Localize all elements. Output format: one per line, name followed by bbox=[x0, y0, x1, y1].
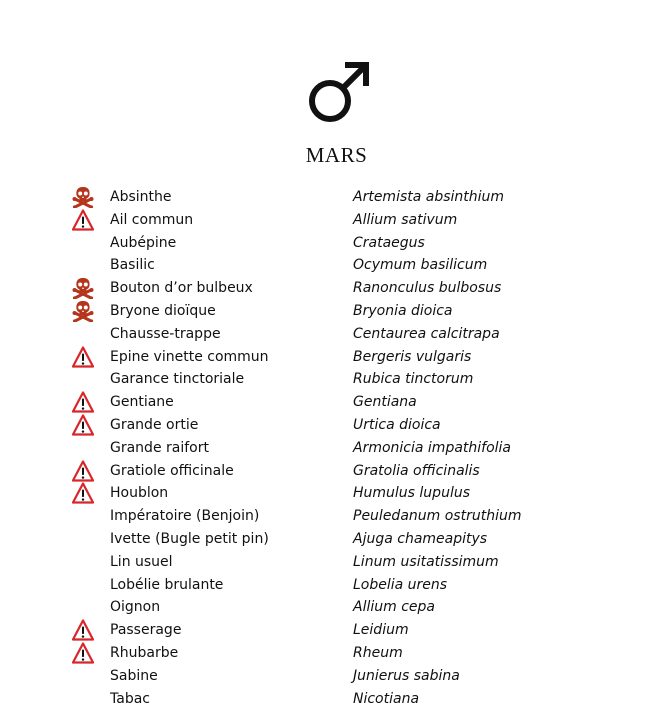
list-item bbox=[0, 574, 659, 597]
plant-common-name: Sabine bbox=[110, 667, 158, 684]
list-item bbox=[0, 437, 659, 460]
list-item bbox=[0, 619, 659, 642]
plant-common-name: Ail commun bbox=[110, 211, 194, 228]
plant-latin-name: Leidium bbox=[353, 622, 409, 639]
list-item bbox=[0, 300, 659, 323]
plant-latin-name: Artemista absinthium bbox=[353, 189, 505, 205]
plant-common-name: Houblon bbox=[110, 485, 169, 502]
plant-latin-name: Junierus sabina bbox=[353, 667, 460, 684]
list-item bbox=[0, 642, 659, 665]
list-item bbox=[0, 368, 659, 391]
plant-latin-name: Armonicia impathifolia bbox=[353, 439, 512, 456]
plant-common-name: Bryone dioïque bbox=[110, 302, 216, 319]
plant-latin-name: Nicotiana bbox=[353, 690, 420, 707]
plant-common-name: Gratiole officinale bbox=[110, 462, 234, 479]
plant-latin-name: Rubica tinctorum bbox=[353, 371, 474, 388]
warning-triangle-icon bbox=[72, 209, 94, 231]
plant-latin-name: Linum usitatissimum bbox=[353, 553, 499, 570]
list-item bbox=[0, 277, 659, 300]
warning-triangle-icon bbox=[72, 391, 94, 413]
skull-crossbones-icon bbox=[72, 186, 94, 208]
plant-common-name: Basilic bbox=[110, 257, 155, 274]
plant-common-name: Lobélie brulante bbox=[110, 576, 224, 593]
mars-symbol-icon bbox=[307, 58, 373, 124]
plant-common-name: Garance tinctoriale bbox=[110, 371, 245, 388]
plant-latin-name: Bryonia dioica bbox=[353, 302, 453, 319]
plant-common-name: Grande raifort bbox=[110, 439, 209, 456]
warning-triangle-icon bbox=[72, 346, 94, 368]
plant-latin-name: Lobelia urens bbox=[353, 576, 448, 593]
warning-triangle-icon bbox=[72, 460, 94, 482]
plant-latin-name: Gratolia officinalis bbox=[353, 462, 480, 479]
list-item bbox=[0, 596, 659, 619]
plant-common-name: Oignon bbox=[110, 599, 161, 616]
list-item bbox=[0, 323, 659, 346]
skull-crossbones-icon bbox=[72, 300, 94, 322]
warning-triangle-icon bbox=[72, 619, 94, 641]
plant-latin-name: Allium sativum bbox=[353, 211, 458, 228]
plant-common-name: Ivette (Bugle petit pin) bbox=[110, 530, 269, 547]
plant-common-name: Aubépine bbox=[110, 234, 177, 251]
page-title: MARS bbox=[305, 143, 368, 167]
plant-common-name: Chausse-trappe bbox=[110, 325, 221, 342]
plant-latin-name: Allium cepa bbox=[353, 599, 435, 616]
list-item bbox=[0, 232, 659, 255]
plant-latin-name: Urtica dioica bbox=[353, 416, 441, 433]
skull-crossbones-icon bbox=[72, 277, 94, 299]
plant-latin-name: Centaurea calcitrapa bbox=[353, 325, 500, 342]
plant-common-name: Tabac bbox=[110, 690, 150, 707]
plant-common-name: Bouton d’or bulbeux bbox=[110, 280, 253, 297]
plant-latin-name: Ocymum basilicum bbox=[353, 257, 488, 274]
list-item bbox=[0, 391, 659, 414]
plant-latin-name: Rheum bbox=[353, 644, 403, 661]
plant-common-name: Impératoire (Benjoin) bbox=[110, 508, 260, 525]
plant-common-name: Epine vinette commun bbox=[110, 348, 269, 365]
plant-latin-name: Crataegus bbox=[353, 234, 425, 251]
list-item bbox=[0, 528, 659, 551]
list-item bbox=[0, 209, 659, 232]
warning-triangle-icon bbox=[72, 414, 94, 436]
list-item bbox=[0, 414, 659, 437]
warning-triangle-icon bbox=[72, 482, 94, 504]
plant-common-name: Absinthe bbox=[110, 189, 172, 205]
plant-latin-name: Ranonculus bulbosus bbox=[353, 280, 502, 297]
plant-common-name: Rhubarbe bbox=[110, 644, 179, 661]
list-item bbox=[0, 688, 659, 711]
plant-latin-name: Peuledanum ostruthium bbox=[353, 508, 522, 525]
plant-latin-name: Humulus lupulus bbox=[353, 485, 470, 502]
plant-common-name: Lin usuel bbox=[110, 553, 173, 570]
list-item bbox=[0, 551, 659, 574]
plant-list bbox=[0, 186, 659, 710]
plant-common-name: Grande ortie bbox=[110, 416, 199, 433]
plant-latin-name: Gentiana bbox=[353, 394, 417, 411]
list-item bbox=[0, 505, 659, 528]
plant-common-name: Gentiane bbox=[110, 394, 174, 411]
list-item bbox=[0, 460, 659, 483]
plant-latin-name: Ajuga chameapitys bbox=[353, 530, 488, 547]
plant-common-name: Passerage bbox=[110, 622, 182, 639]
list-item bbox=[0, 665, 659, 688]
plant-latin-name: Bergeris vulgaris bbox=[353, 348, 472, 365]
list-item bbox=[0, 346, 659, 369]
list-item bbox=[0, 482, 659, 505]
list-item bbox=[0, 186, 659, 209]
list-item bbox=[0, 254, 659, 277]
warning-triangle-icon bbox=[72, 642, 94, 664]
